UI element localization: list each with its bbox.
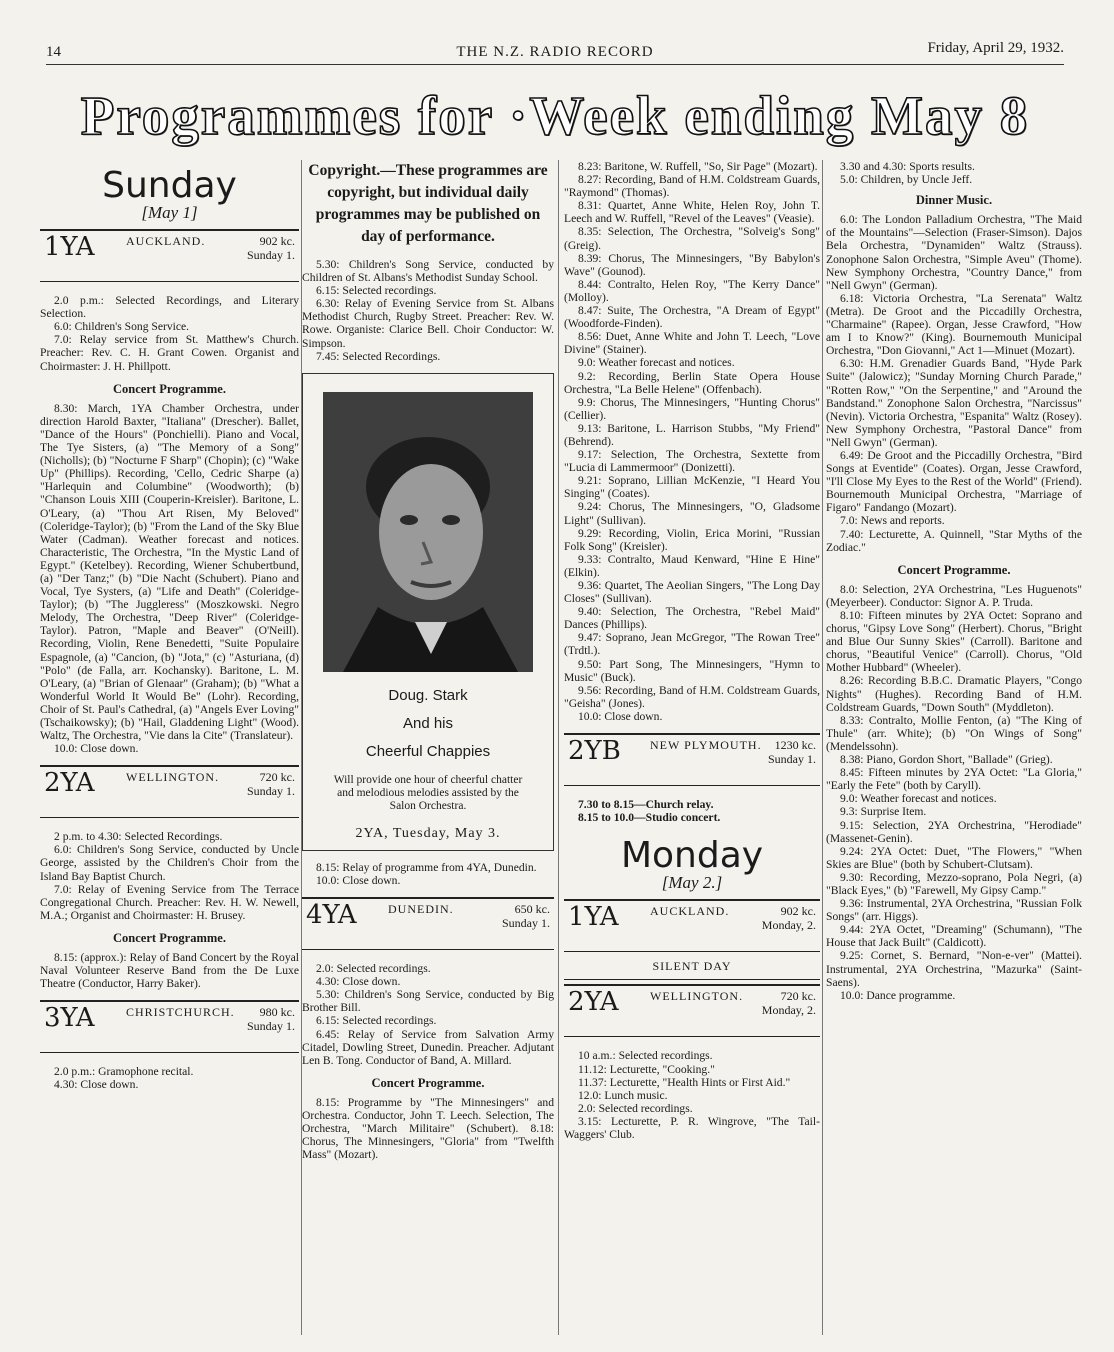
day-date: [May 2.]	[661, 873, 723, 893]
programme-item: 8.31: Quartet, Anne White, Helen Roy, John T. Leech and W. Ruffell, "Revel of the Leaves" (Veasie).	[564, 199, 820, 226]
station-day: Monday, 2.	[761, 1003, 816, 1018]
programme-item: 8.27: Recording, Band of H.M. Coldstream Guards, "Raymond" (Thomas).	[564, 173, 820, 200]
station-day: Sunday 1.	[247, 1019, 295, 1034]
column-3	[564, 160, 820, 1141]
programme-item: 5.0: Children, by Uncle Jeff.	[840, 173, 973, 187]
concert-heading: Concert Programme.	[371, 1075, 485, 1090]
programme-item: 8.39: Chorus, The Minnesingers, "By Babylon's Wave" (Gounod).	[564, 251, 820, 278]
programme-item: 7.30 to 8.15—Church relay.	[578, 798, 714, 812]
station-call: 4YA	[306, 900, 357, 931]
caption-schedule: 2YA, Tuesday, May 3.	[355, 825, 501, 841]
column-1	[40, 160, 299, 1092]
station-call: 3YA	[44, 1003, 95, 1034]
programme-item: 5.30: Children's Song Service, conducted by Children of St. Albans's Methodist Sunday School.	[302, 258, 554, 285]
programme-item: 9.36: Quartet, The Aeolian Singers, "The Long Day Closes" (Sullivan).	[564, 579, 820, 606]
programme-item: 8.15: Programme by "The Minnesingers" and Orchestra. Conductor, John T. Leech. Selection, The Orchestra, "March Militaire" (Schubert). 8.18: Chorus, The Minnesingers, "Gloria" from "Twelfth Mass" (Mozart).	[302, 1095, 554, 1162]
station-frequency: 902 kc.	[259, 234, 295, 249]
programme-item: 9.36: Instrumental, 2YA Orchestrina, "Russian Folk Songs" (arr. Higgs).	[826, 897, 1082, 924]
programme-item: 9.40: Selection, The Orchestra, "Rebel Maid" Dances (Phillips).	[564, 605, 820, 632]
programme-item: 2.0: Selected recordings.	[578, 1101, 693, 1115]
programme-item: 8.33: Contralto, Mollie Fenton, (a) "The King of Thule" (arr. White); (b) "On Wings of Song" (Mendelssohn).	[826, 713, 1082, 753]
programme-item: 8.15: (approx.): Relay of Band Concert by the Royal Naval Volunteer Reserve Band from the De Luxe Theatre (Conductor, Harry Baker).	[40, 951, 299, 991]
dinner-music-heading: Dinner Music.	[915, 193, 993, 208]
programme-item: 6.0: Children's Song Service.	[54, 320, 190, 334]
station-header-2ya-monday	[564, 984, 820, 1037]
programme-item: 10.0: Close down.	[54, 742, 139, 756]
issue-date: Friday, April 29, 1932.	[927, 40, 1064, 56]
programme-item: 5.30: Children's Song Service, conducted by Big Brother Bill.	[302, 988, 554, 1015]
station-day: Sunday 1.	[502, 916, 550, 931]
programme-item: 3.30 and 4.30: Sports results.	[840, 160, 975, 173]
programme-item: 8.15: Relay of programme from 4YA, Dunedin.	[316, 860, 537, 874]
programme-item: 9.24: Chorus, The Minnesingers, "O, Gladsome Light" (Sullivan).	[564, 500, 820, 527]
station-frequency: 980 kc.	[259, 1005, 295, 1020]
programme-item: 10.0: Close down.	[316, 873, 401, 887]
station-call: 2YA	[568, 987, 619, 1018]
programme-item: 9.50: Part Song, The Minnesingers, "Hymn to Music" (Buck).	[564, 657, 820, 684]
programme-item: 6.15: Selected recordings.	[316, 1014, 437, 1028]
programme-item: 10 a.m.: Selected recordings.	[578, 1049, 713, 1063]
programme-item: 8.10: Fifteen minutes by 2YA Octet: Soprano and chorus, "Gipsy Love Song" (Herbert). Chorus, "Bright and Blue Our Sunny Skies" (Carroll). Baritone and chorus, "Beautiful Venice" (Carroll). Chorus, "Old Mother Hubbard" (Wheeler).	[826, 609, 1082, 675]
station-city: AUCKLAND.	[650, 904, 730, 919]
caption-name: Doug. Stark	[388, 686, 468, 704]
station-header-1ya-monday	[564, 899, 820, 952]
station-city: WELLINGTON.	[650, 989, 744, 1004]
programme-item: 6.0: Children's Song Service, conducted by Uncle George, assisted by the Children's Choir from the Island Bay Baptist Church.	[40, 843, 299, 883]
station-header-4ya	[302, 897, 554, 950]
programme-item: 9.30: Recording, Mezzo-soprano, Pola Negri, (a) "Black Eyes," (b) "Farewell, My Gipsy Camp."	[826, 870, 1082, 897]
programme-item: 6.15: Selected recordings.	[316, 284, 437, 298]
programme-item: 8.15 to 10.0—Studio concert.	[578, 811, 721, 825]
station-city: WELLINGTON.	[126, 770, 220, 785]
portrait-illustration	[323, 392, 533, 672]
programme-item: 9.15: Selection, 2YA Orchestrina, "Herodiade" (Massenet-Genin).	[826, 818, 1082, 845]
programme-item: 8.0: Selection, 2YA Orchestrina, "Les Huguenots" (Meyerbeer). Conductor: Signor A. P. Truda.	[826, 582, 1082, 609]
station-frequency: 720 kc.	[259, 770, 295, 785]
station-city: NEW PLYMOUTH.	[650, 738, 762, 753]
caption-text: Will provide one hour of cheerful chatter and melodious melodies assisted by the Salon Orchestra.	[333, 773, 523, 812]
station-call: 2YA	[44, 768, 95, 799]
station-call: 2YB	[568, 736, 621, 767]
programme-item: 9.47: Soprano, Jean McGregor, "The Rowan Tree" (Trdtl.).	[564, 631, 820, 658]
station-frequency: 720 kc.	[780, 989, 816, 1004]
programme-item: 10.0: Dance programme.	[840, 988, 956, 1002]
programme-item: 7.45: Selected Recordings.	[316, 349, 441, 363]
programme-item: 9.56: Recording, Band of H.M. Coldstream Guards, "Geisha" (Jones).	[564, 683, 820, 710]
programme-item: 9.2: Recording, Berlin State Opera House Orchestra, "La Belle Helene" (Offenbach).	[564, 369, 820, 396]
column-2	[302, 160, 554, 1161]
programme-item: 9.21: Soprano, Lillian McKenzie, "I Heard You Singing" (Coates).	[564, 474, 820, 501]
programme-item: 8.47: Suite, The Orchestra, "A Dream of Egypt" (Woodforde-Finden).	[564, 304, 820, 331]
station-call: 1YA	[44, 232, 95, 263]
photo-feature	[302, 373, 554, 851]
programme-item: 7.0: Relay of Evening Service from The Terrace Congregational Church. Preacher: Rev. H. W. Newell, M.A.; Organist and Choirmaster: H. Brusey.	[40, 882, 299, 922]
station-call: 1YA	[568, 902, 619, 933]
station-header-2ya	[40, 765, 299, 818]
programme-item: 7.0: News and reports.	[840, 514, 945, 528]
portrait-photo	[323, 392, 533, 672]
publication-title: THE N.Z. RADIO RECORD	[456, 44, 654, 60]
station-day: Monday, 2.	[761, 918, 816, 933]
page-header	[46, 40, 1064, 65]
programme-item: 9.9: Chorus, The Minnesingers, "Hunting Chorus" (Cellier).	[564, 395, 820, 422]
programme-item: 2.0 p.m.: Gramophone recital.	[54, 1065, 194, 1079]
programme-item: 6.18: Victoria Orchestra, "La Serenata" Waltz (Metra). De Groot and the Piccadilly Orchestra, "Charmaine" (Rapee). Organ, Jesse Crawford, "How am I to Know?" (King). Bournemouth Municipal Orchestra, "Don Giovanni," Act 1—Minuet (Mozart).	[826, 291, 1082, 358]
station-header-2yb	[564, 733, 820, 786]
programme-item: 9.24: 2YA Octet: Duet, "The Flowers," "When Skies are Blue" (both by Schubert-Clutsam).	[826, 844, 1082, 871]
copyright-notice: Copyright.—These programmes are copyright, but individual daily programmes may be published on day of performance.	[308, 162, 548, 245]
programme-item: 8.30: March, 1YA Chamber Orchestra, under direction Harold Baxter, "Italiana" (Drescher). Ballet, "Dance of the Hours" (Ponchielli). Piano and Vocal, The Tye Sisters, (a) "The Memory of a Song" (Nicholls); (b) "Nocturne F Sharp" (Chopin); (c) "Wake Up" (Phillips). Recording, 'Cello, Cedric Sharpe (a) "Harlequin and Columbine" (Woodworth); (b) "Chanson Louis XIII (Couperin-Kreisler). Baritone, L. O'Leary, (a) "Thou Art Risen, My Beloved" (Coleridge-Taylor); (b) "From the Land of the Sky Blue Water (Cadman). Weather forecast and notices. Characteristic, The Orchestra, "In the Mystic Land of Egypt." (Ketelbey). Recording, Wiener Schubertbund, (a) "Der Tanz;" (b) "Die Nacht (Schubert). Piano and Vocal, Tye Systers, (a) "Life and Death" (Coleridge-Taylor); (b) "The Juggleress" (Moszkowski. Negro Melody, The Orchestra, "Deep River" (Coleridge-Taylor). Patron, "Maple and Beaver" (O'Neill). Recording, Violin, Rene Benedetti, "Suite Populaire Espagnole, (a) "Cancion, (b) "Jota," (c) "Asturiana, (d) "Polo" (de Falla, arr. Kochansky). Baritone, L. M. O'Leary, (a) "Brian of Glenaar" (Graham); (b) "What a Wonderful World It Would Be" (Lohr). Recording, Choir of St. Paul's Cathedral, (a) "Angels Ever Loving" (Tschaikowsky); (b) "Hail, Gladdening Light" (Wood). Waltz, The Orchestra, "Vie dans la Cite" (Translateur).	[40, 401, 299, 743]
programme-item: 11.37: Lecturette, "Health Hints or First Aid."	[578, 1075, 791, 1089]
day-heading-sunday: Sunday	[102, 165, 237, 206]
station-day: Sunday 1.	[247, 248, 295, 263]
station-city: DUNEDIN.	[388, 902, 454, 917]
column-4	[826, 160, 1082, 1002]
programme-item: 2 p.m. to 4.30: Selected Recordings.	[54, 830, 223, 844]
station-header-3ya	[40, 1000, 299, 1053]
programme-item: 7.0: Relay service from St. Matthew's Church. Preacher: Rev. C. H. Grant Cowen. Organist and Choirmaster: J. H. Phillpott.	[40, 333, 299, 373]
programme-item: 9.13: Baritone, L. Harrison Stubbs, "My Friend" (Behrend).	[564, 421, 820, 448]
programme-item: 12.0: Lunch music.	[578, 1088, 668, 1102]
programme-item: 2.0: Selected recordings.	[316, 962, 431, 976]
programme-item: 6.30: Relay of Evening Service from St. Albans Methodist Church, Rugby Street. Preacher: Rev. W. Rowe. Organiste: Clarice Bell. Choir Conductor: W. Simpson.	[302, 297, 554, 350]
programme-item: 6.49: De Groot and the Piccadilly Orchestra, "Bird Songs at Eventide" (Coates). Organ, Jesse Crawford, "I'll Close My Eyes to the Rest of the World" (Friend). Bournemouth Municipal Orchestra, "Marriage of Figaro" Fandango (Mozart).	[826, 448, 1082, 515]
programme-item: 6.30: H.M. Grenadier Guards Band, "Hyde Park Suite" (Jalowicz); "Sunday Morning Church Parade," "Rotten Row," "On the Serpentine," and "Around the Bandstand." Zonophone Salon Orchestra, "Narcissus" (Nevin). Victoria Orchestra, "Espanita" Waltz (Rosey). New Symphony Orchestra, "Pastoral Dance" from "Nell Gwyn" (German).	[826, 357, 1082, 449]
programme-item: 7.40: Lecturette, A. Quinnell, "Star Myths of the Zodiac."	[826, 527, 1082, 554]
station-frequency: 1230 kc.	[774, 738, 816, 753]
column-rule	[822, 160, 823, 1335]
programme-item: 11.12: Lecturette, "Cooking."	[578, 1062, 715, 1076]
programme-item: 8.56: Duet, Anne White and John T. Leech, "Love Divine" (Stainer).	[564, 330, 820, 357]
column-rule	[558, 160, 559, 1335]
programme-item: 9.3: Surprise Item.	[840, 805, 927, 819]
programme-item: 3.15: Lecturette, P. R. Wingrove, "The Tail-Waggers' Club.	[564, 1114, 820, 1141]
station-city: CHRISTCHURCH.	[126, 1005, 235, 1020]
station-day: Sunday 1.	[247, 784, 295, 799]
concert-heading: Concert Programme.	[113, 930, 226, 945]
page-number: 14	[46, 44, 61, 60]
station-city: AUCKLAND.	[126, 234, 206, 249]
concert-heading: Concert Programme.	[897, 562, 1011, 577]
programme-item: 6.0: The London Palladium Orchestra, "The Maid of the Mountains"—Selection (Fraser-Simson). Dajos Bela Orchestra, "Dynamiden" Waltz (Strauss). Zonophone Salon Orchestra, "Simple Aveu" (Thome). New Symphony Orchestra, "Country Dance," from "Nell Gwyn" (German).	[826, 213, 1082, 292]
concert-heading: Concert Programme.	[113, 381, 226, 396]
programme-item: 9.25: Cornet, S. Bernard, "Non-e-ver" (Mattei). Instrumental, 2YA Orchestrina, "Mazurka" (Saint-Saens).	[826, 949, 1082, 989]
programme-item: 9.33: Contralto, Maud Kenward, "Hine E Hine" (Elkin).	[564, 552, 820, 579]
programme-item: 4.30: Close down.	[316, 975, 401, 989]
programme-item: 8.38: Piano, Gordon Short, "Ballade" (Grieg).	[840, 753, 1053, 767]
programme-item: 8.44: Contralto, Helen Roy, "The Kerry Dance" (Molloy).	[564, 277, 820, 304]
caption-line: Cheerful Chappies	[365, 742, 491, 760]
headline: Programmes for ·Week ending May 8	[80, 85, 1030, 146]
programme-item: 4.30: Close down.	[54, 1078, 139, 1092]
programme-item: 8.35: Selection, The Orchestra, "Solveig's Song" (Greig).	[564, 225, 820, 252]
programme-item: 9.44: 2YA Octet, "Dreaming" (Schumann), "The House that Jack Built" (Caldicott).	[826, 923, 1082, 950]
programme-item: 9.17: Selection, The Orchestra, Sextette from "Lucia di Lammermoor" (Donizetti).	[564, 448, 820, 475]
silent-day-notice: SILENT DAY	[564, 954, 820, 980]
programme-item: 2.0 p.m.: Selected Recordings, and Literary Selection.	[40, 294, 299, 321]
programme-item: 9.29: Recording, Violin, Erica Morini, "Russian Folk Song" (Kreisler).	[564, 526, 820, 553]
station-header-1ya	[40, 229, 299, 282]
programme-item: 6.45: Relay of Service from Salvation Army Citadel, Dowling Street, Dunedin. Preacher. Adjutant Len B. Tong. Conductor of Band, A. Millard.	[302, 1027, 554, 1067]
programme-item: 8.23: Baritone, W. Ruffell, "So, Sir Page" (Mozart).	[578, 160, 818, 173]
programme-item: 10.0: Close down.	[578, 709, 663, 723]
day-date: [May 1]	[141, 203, 198, 222]
programme-item: 9.0: Weather forecast and notices.	[578, 356, 735, 370]
caption-line: And his	[402, 714, 454, 732]
programme-item: 9.0: Weather forecast and notices.	[840, 792, 997, 806]
day-heading-monday: Monday	[620, 835, 764, 877]
programme-item: 8.26: Recording B.B.C. Dramatic Players, "Congo Nights" (Hughes). Recording Band of H.M. Coldstream Guards, "Down South" (Myddleton).	[826, 674, 1082, 714]
station-day: Sunday 1.	[768, 752, 816, 767]
programme-item: 8.45: Fifteen minutes by 2YA Octet: "La Gloria," "Early the Fete" (both by Caryll).	[826, 766, 1082, 793]
station-frequency: 650 kc.	[514, 902, 550, 917]
station-frequency: 902 kc.	[780, 904, 816, 919]
